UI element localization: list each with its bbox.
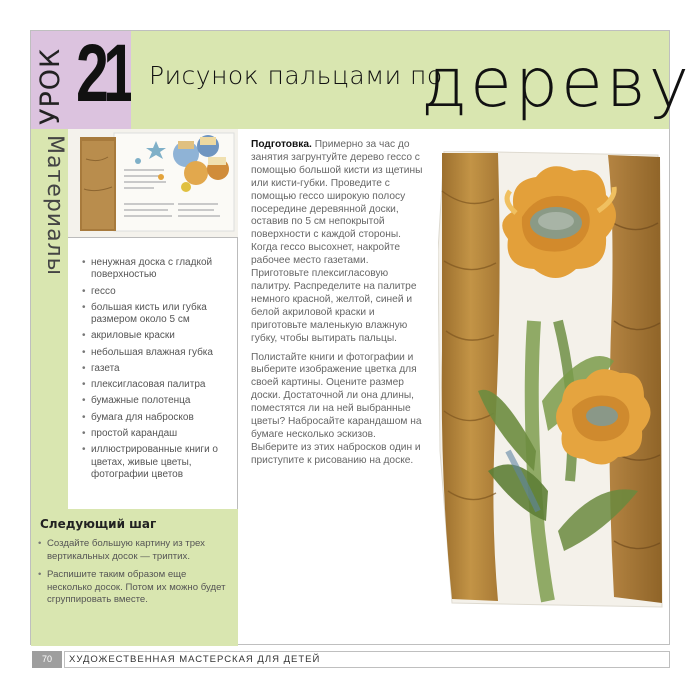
- page-frame: [30, 28, 692, 645]
- page-title-prefix: Рисунок пальцами по: [149, 61, 443, 90]
- list-item: • ненужная доска с гладкой поверхностью: [82, 257, 232, 281]
- lesson-number: 21: [76, 28, 131, 119]
- next-step-list: [38, 538, 233, 613]
- finger-painting-photo: [438, 151, 664, 611]
- materials-sidebar: [31, 129, 68, 509]
- materials-list: [82, 257, 232, 485]
- materials-heading: Материалы: [42, 135, 67, 276]
- book-title: ХУДОЖЕСТВЕННАЯ МАСТЕРСКАЯ ДЛЯ ДЕТЕЙ: [69, 654, 321, 665]
- flower-painting-image: [438, 151, 664, 611]
- list-item: • небольшая влажная губка: [82, 347, 232, 359]
- list-item: • плексигласовая палитра: [82, 379, 232, 391]
- next-step-box: [31, 509, 238, 646]
- paragraph-2: Полистайте книги и фотографии и выберите изображение цветка для своей картины. Оцените размер доски. Достаточной ли она длины, поместятся ли на ней выбранные цветы? Набросайте карандашом на бумаге несколько эскизов. Выберите из этих набросков один и приступите к рисованию на доске.: [251, 351, 422, 466]
- materials-photo: [68, 129, 238, 238]
- lesson-label: УРОК: [35, 47, 66, 125]
- list-item: • бумажные полотенца: [82, 395, 232, 407]
- paragraph-1: [251, 139, 423, 346]
- instructions-text: [251, 139, 423, 474]
- lesson-block: [31, 28, 131, 129]
- list-item: • иллюстрированные книги о цветах, живые цветы, фотографии цветов: [82, 444, 232, 481]
- list-item: • Распишите таким образом еще несколько досок. Потом их можно будет сгруппировать вместе.: [38, 569, 233, 607]
- page-title-main: дереву: [421, 44, 692, 123]
- next-step-heading: Следующий шаг: [40, 517, 157, 531]
- list-item: • акриловые краски: [82, 330, 232, 342]
- paragraph-lead: Подготовка.: [251, 139, 312, 150]
- list-item: • простой карандаш: [82, 428, 232, 440]
- list-item: • гессо: [82, 286, 232, 298]
- list-item: • большая кисть или губка размером около 5 см: [82, 302, 232, 326]
- list-item: • газета: [82, 363, 232, 375]
- footer-bar: [64, 651, 670, 668]
- page-number: 70: [32, 651, 62, 668]
- paragraph-text: Примерно за час до занятия загрунтуйте дерево гессо с помощью большой кисти из щетины или кисти-губки. Проведите с помощью гессо широкую полосу посередине деревянной доски, оставив по 5 см непокрытой поверхности с каждой стороны. Когда гессо высохнет, накройте рабочее место газетами. Приготовьте плексигласовую палитру. Распределите на палитре немного красной, желтой, синей и белой акриловой краски и приготовьте маленькую влажную губку, чтобы вытирать пальцы.: [251, 139, 423, 344]
- title-bar: [131, 31, 692, 129]
- materials-photo-image: [68, 129, 238, 237]
- list-item: • Создайте большую картину из трех вертикальных досок — триптих.: [38, 538, 233, 563]
- materials-panel: [68, 237, 238, 509]
- list-item: • бумага для набросков: [82, 412, 232, 424]
